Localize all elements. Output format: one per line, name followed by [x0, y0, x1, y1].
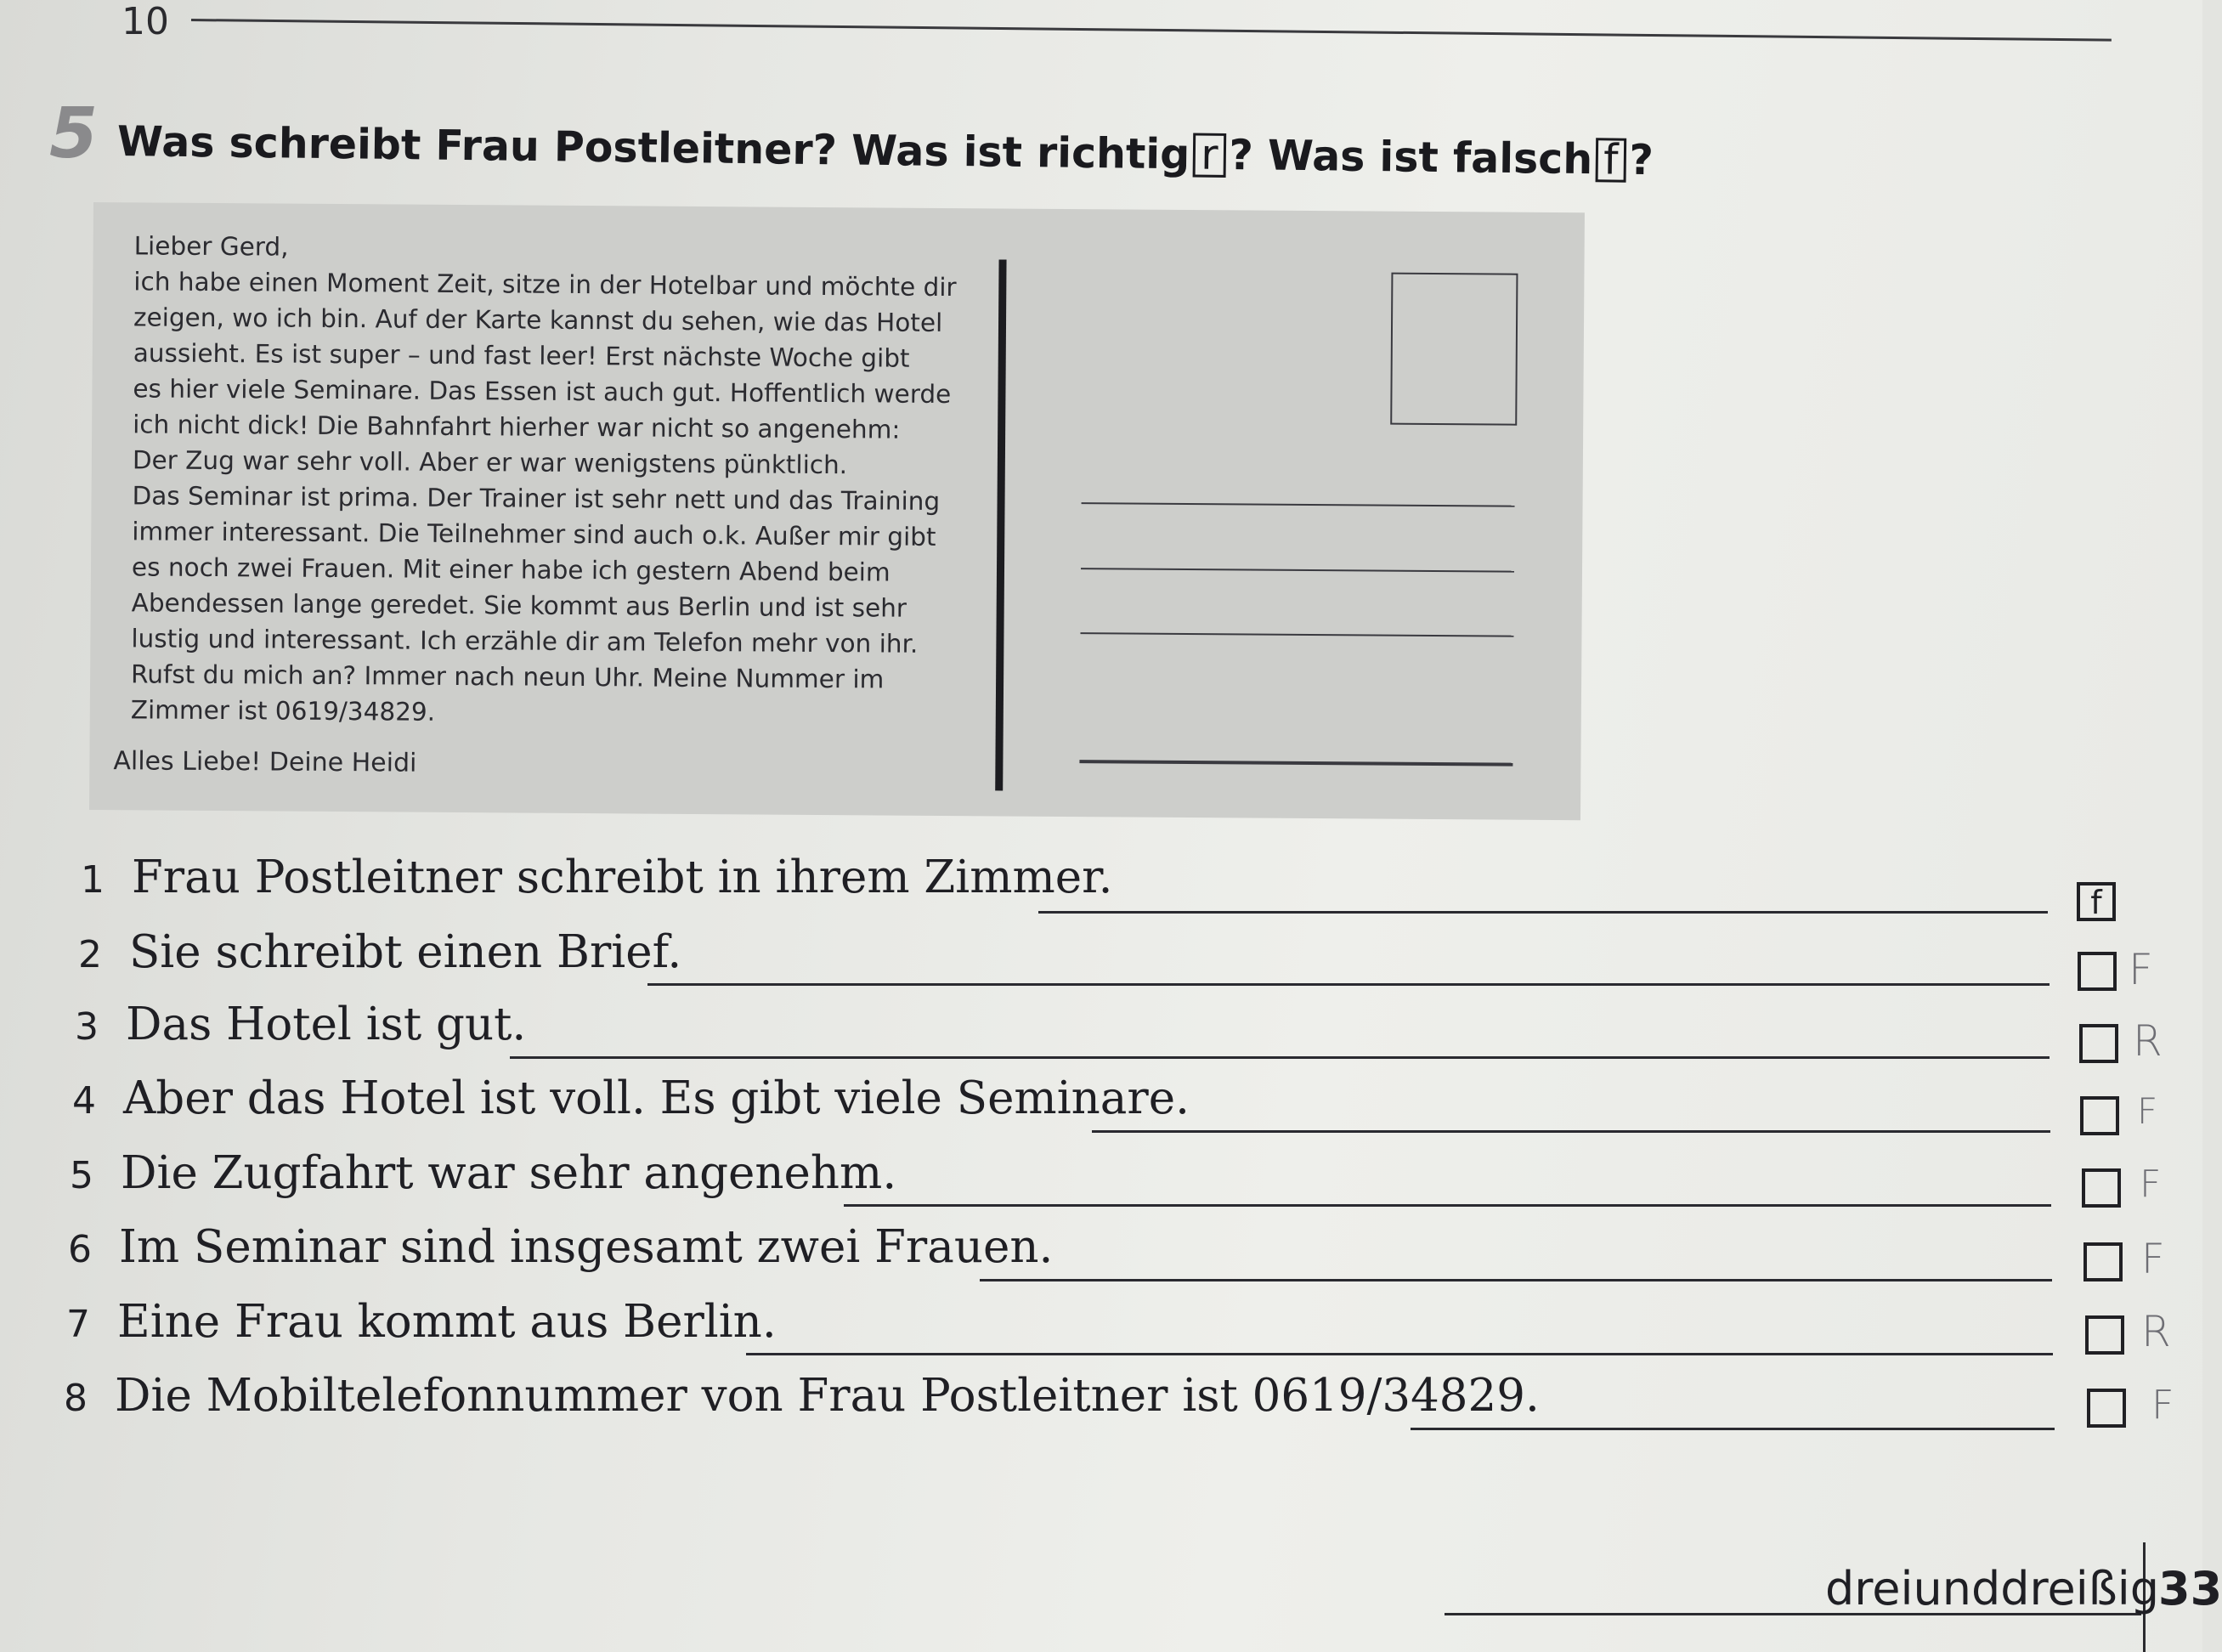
statement-8: 8 Die Mobiltelefonnummer von Frau Postleitner ist 0619/34829. — [64, 1370, 1540, 1422]
statement-6: 6 Im Seminar sind insgesamt zwei Frauen. — [68, 1221, 1054, 1273]
handwritten-answer-5: F — [2140, 1163, 2162, 1206]
postcard-message: Lieber Gerd, ich habe einen Moment Zeit, sitze in der Hotelbar und möchte dir zeigen, wo ich bin. Auf der Karte kannst du sehen, wie das Hotel aussieht. Es ist super – und fast leer! Erst nächste Woche gibt es hier viele Seminare. Das Essen ist auch gut. Hoffentlich werde ich nicht dick! Die Bahnfahrt hierher war nicht so angenehm: Der Zug war sehr voll. Aber er war wenigstens pünktlich. Das Seminar ist prima. Der Trainer ist sehr nett und das Training immer interessant. Die Teilnehmer sind auch o.k. Außer mir gibt es noch zwei Frauen. Mit einer habe ich gestern Abend beim Abendessen lange geredet. Sie kommt aus Berlin und ist sehr lustig und interessant. Ich erzähle dir am Telefon mehr von ihr. Rufst du mich an? Immer nach neun Uhr. Meine Nummer im Zimmer ist 0619/34829. — [130, 231, 957, 727]
page-number: 33 — [2158, 1562, 2222, 1615]
answer-line — [980, 1279, 2052, 1281]
statement-1: 1 Frau Postleitner schreibt in ihrem Zimmer. — [81, 851, 1113, 903]
title-part-2: ? Was ist falsch — [1229, 130, 1593, 184]
answer-line — [647, 983, 2050, 986]
answer-line — [1411, 1428, 2055, 1430]
falsch-box: f — [1596, 138, 1626, 182]
handwritten-answer-8: F — [2151, 1382, 2174, 1428]
handwritten-answer-2: F — [2129, 945, 2153, 994]
handwritten-answer-4: F — [2137, 1090, 2158, 1132]
statement-4: 4 Aber das Hotel ist voll. Es gibt viele Seminare. — [72, 1072, 1190, 1124]
answer-checkbox-7[interactable] — [2085, 1315, 2124, 1355]
richtig-box: r — [1193, 133, 1226, 177]
title-part-1: Was schreibt Frau Postleitner? Was ist richtig — [116, 117, 1190, 179]
answer-line — [1038, 911, 2048, 914]
answer-checkbox-2[interactable] — [2078, 952, 2117, 991]
answer-line — [1092, 1130, 2050, 1133]
answer-line — [510, 1056, 2050, 1059]
answer-checkbox-6[interactable] — [2083, 1242, 2123, 1281]
exercise-number: 5 — [49, 93, 99, 174]
handwritten-answer-3: R — [2133, 1016, 2163, 1066]
statement-2: 2 Sie schreibt einen Brief. — [78, 926, 682, 978]
answer-checkbox-8[interactable] — [2087, 1389, 2126, 1428]
statement-3: 3 Das Hotel ist gut. — [75, 999, 527, 1050]
statement-7: 7 Eine Frau kommt aus Berlin. — [66, 1296, 777, 1348]
answer-checkbox-3[interactable] — [2079, 1024, 2118, 1063]
previous-item-number: 10 — [122, 0, 169, 43]
answer-checkbox-1[interactable]: f — [2077, 882, 2116, 921]
answer-checkbox-4[interactable] — [2080, 1096, 2119, 1135]
answer-checkbox-5[interactable] — [2082, 1168, 2121, 1208]
page-number-word: dreiunddreißig — [1825, 1562, 2160, 1615]
statement-5: 5 Die Zugfahrt war sehr angenehm. — [70, 1147, 897, 1199]
answer-line — [746, 1353, 2053, 1355]
title-part-3: ? — [1629, 135, 1654, 185]
postcard-signature: Alles Liebe! Deine Heidi — [113, 746, 417, 778]
handwritten-answer-7: R — [2141, 1307, 2171, 1356]
answer-line — [844, 1204, 2051, 1207]
handwritten-answer-6: F — [2141, 1236, 2165, 1283]
